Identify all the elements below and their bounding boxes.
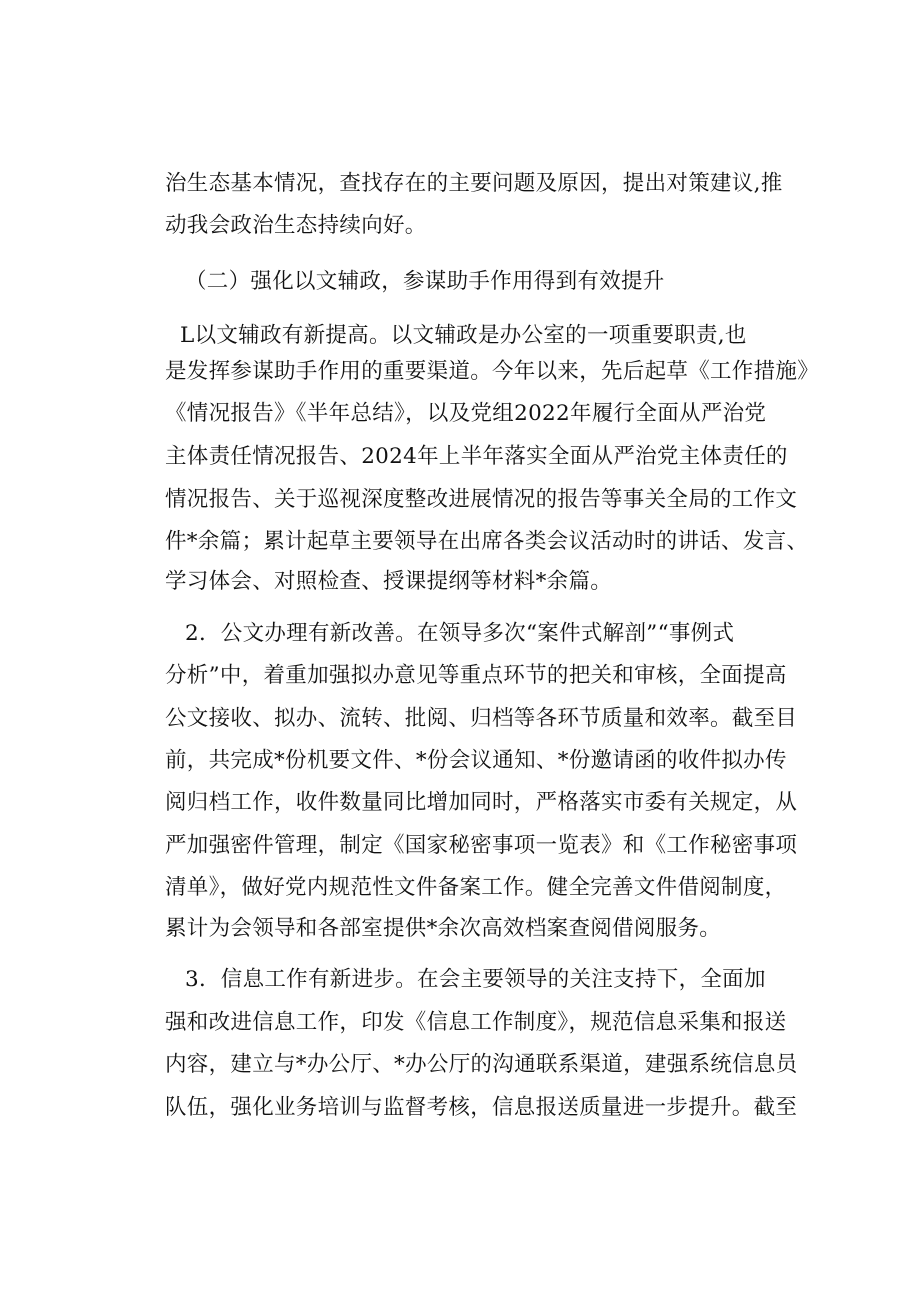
text-line: 清单》，做好党内规范性文件备案工作。健全完善文件借阅制度， [165, 875, 787, 900]
text-line: 内容，建立与*办公厅、*办公厅的沟通联系渠道，建强系统信息员 [165, 1052, 798, 1077]
text-line: 分析”中，着重加强拟办意见等重点环节的把关和审核，全面提高 [165, 663, 787, 688]
text-line: 累计为会领导和各部室提供*余次高效档案查阅借阅服务。 [165, 916, 722, 941]
text-line: 《情况报告》《半年总结》，以及党组2022年履行全面从严治党 [165, 401, 767, 426]
text-line: 强和改进信息工作，印发《信息工作制度》，规范信息采集和报送 [165, 1010, 787, 1035]
text-line: L以文辅政有新提高。以文辅政是办公室的一项重要职责,也 [180, 323, 747, 348]
text-line: 学习体会、对照检查、授课提纲等材料*余篇。 [165, 569, 613, 594]
section-heading: （二）强化以文辅政，参谋助手作用得到有效提升 [185, 269, 665, 294]
text-line: 公文接收、拟办、流转、批阅、归档等各环节质量和效率。截至目 [165, 706, 798, 731]
text-line: 阅归档工作，收件数量同比增加同时，严格落实市委有关规定，从 [165, 790, 798, 815]
text-line: 动我会政治生态持续向好。 [165, 213, 427, 238]
text-line: 队伍，强化业务培训与监督考核，信息报送质量进一步提升。截至 [165, 1095, 798, 1120]
text-line: 件*余篇；累计起草主要领导在出席各类会议活动时的讲话、发言、 [165, 529, 809, 554]
text-line: 严加强密件管理，制定《国家秘密事项一览表》和《工作秘密事项 [165, 833, 798, 858]
text-line: 3．信息工作有新进步。在会主要领导的关注支持下，全面加 [185, 967, 766, 992]
text-line: 主体责任情况报告、2024年上半年落实全面从严治党主体责任的 [165, 444, 788, 469]
text-line: 治生态基本情况，查找存在的主要问题及原因，提出对策建议,推 [165, 171, 783, 196]
text-line: 情况报告、关于巡视深度整改进展情况的报告等事关全局的工作文 [165, 487, 798, 512]
text-line: 前，共完成*份机要文件、*份会议通知、*份邀请函的收件拟办传 [165, 748, 787, 773]
text-line: 是发挥参谋助手作用的重要渠道。今年以来，先后起草《工作措施》 [165, 359, 820, 384]
text-line: 2．公文办理有新改善。在领导多次“案件式解剖”“事例式 [185, 621, 735, 646]
